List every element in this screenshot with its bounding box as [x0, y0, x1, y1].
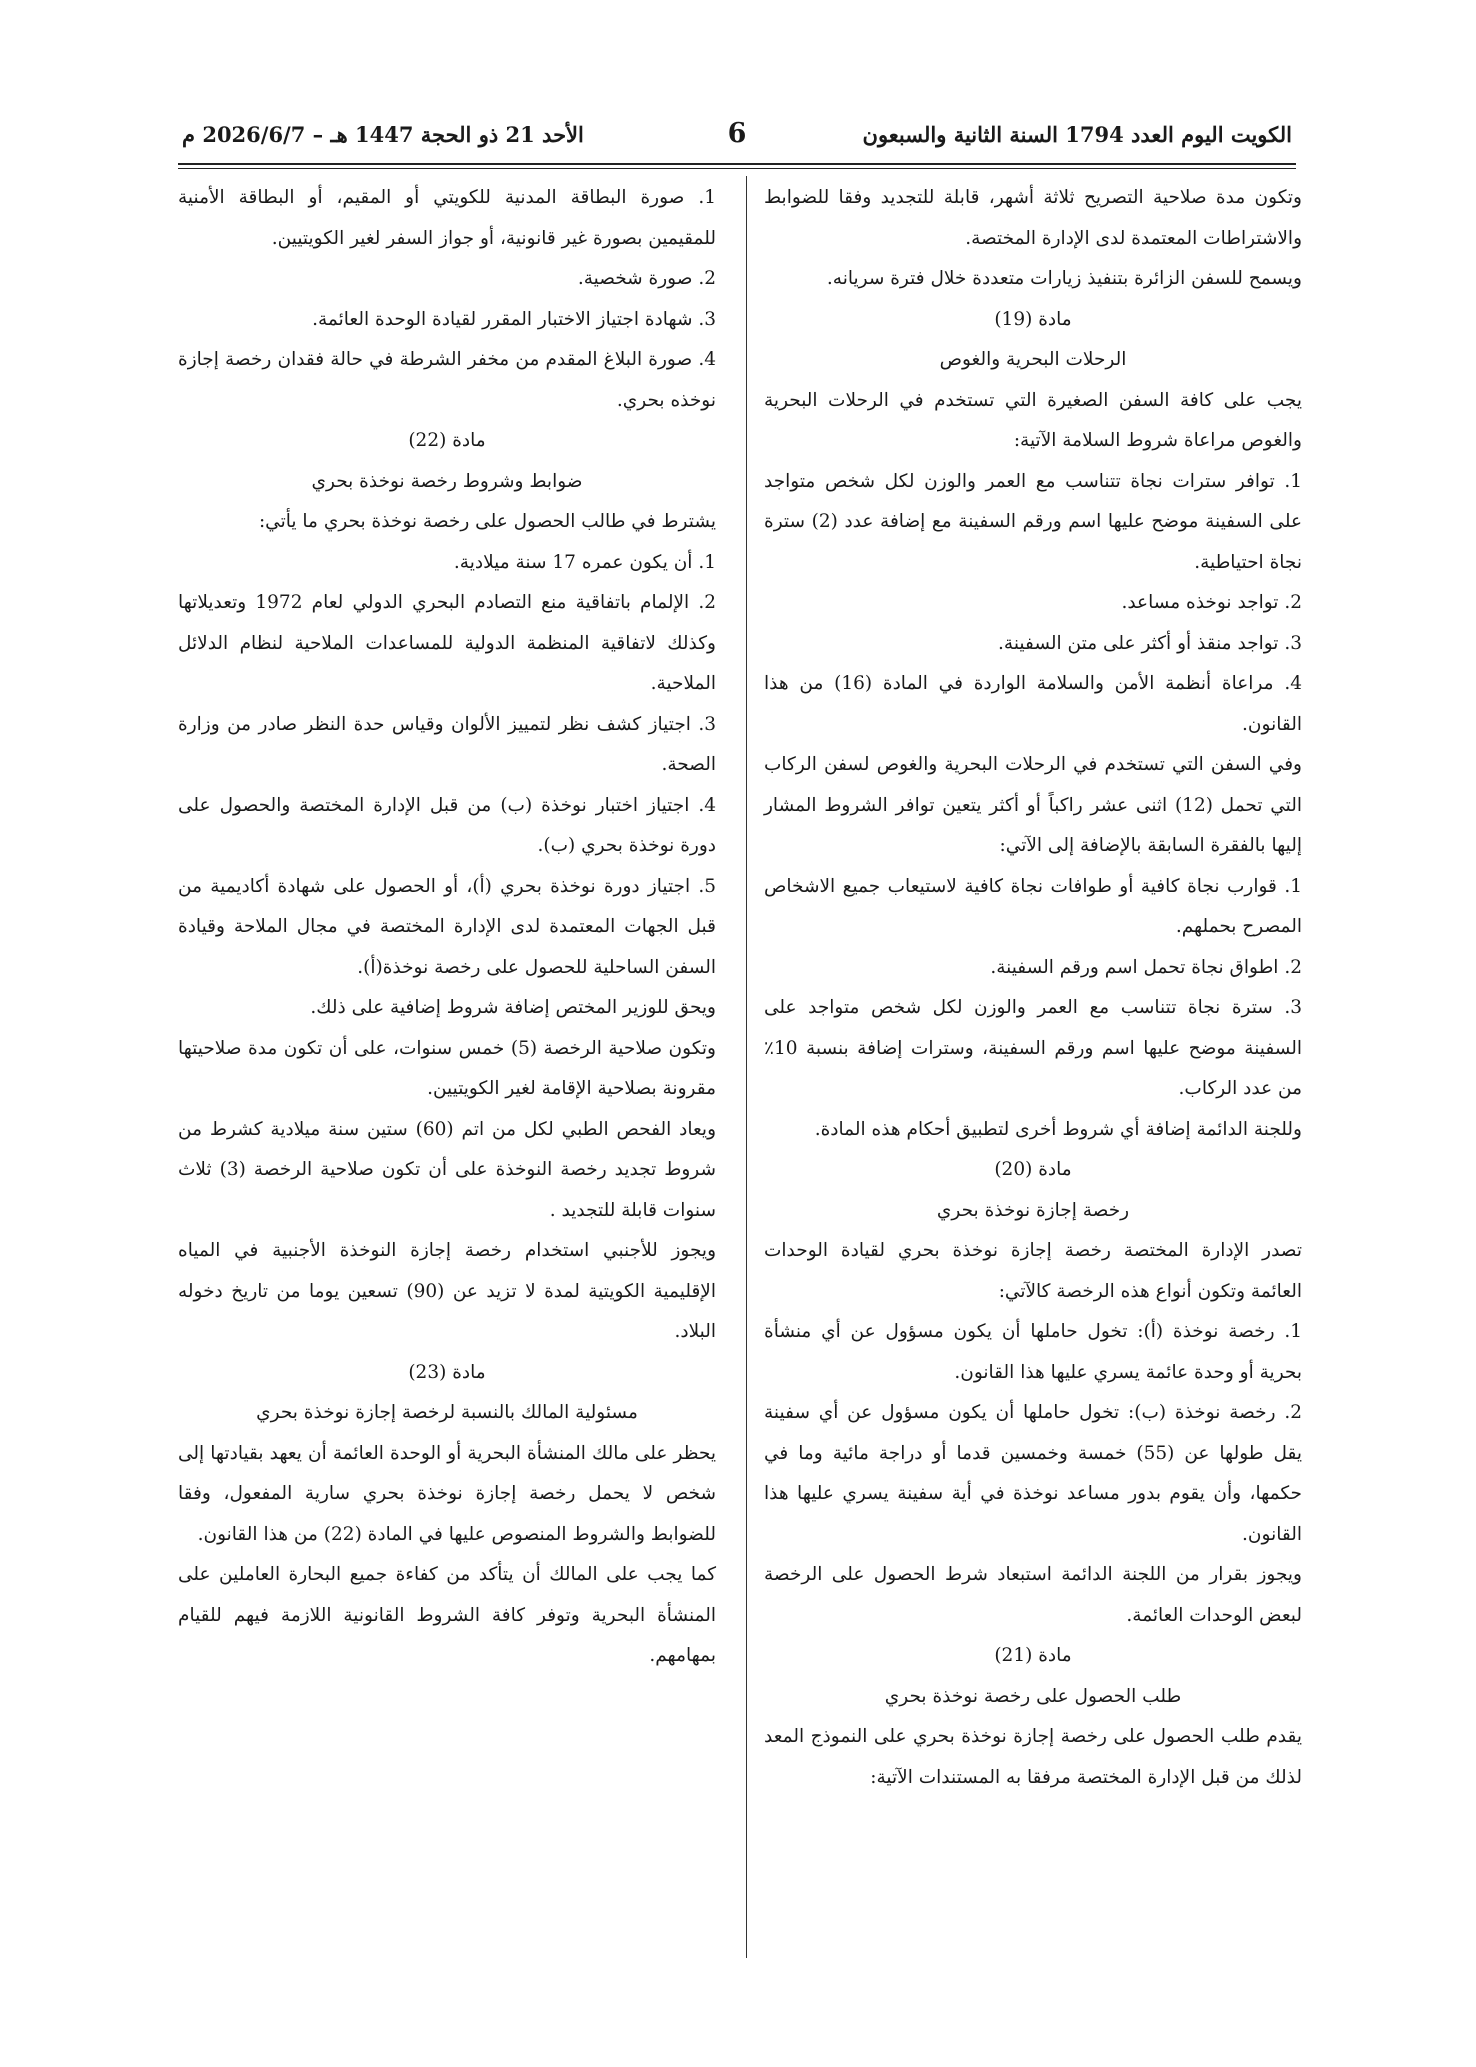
- paragraph: 3. سترة نجاة تتناسب مع العمر والوزن لكل شخص متواجد على السفينة موضح عليها اسم ورقم السفينة، وسترات إضافة بنسبة 10٪ من عدد الركاب.: [764, 997, 1302, 1099]
- article-title: الرحلات البحرية والغوص: [939, 349, 1127, 370]
- article-number: مادة (22): [408, 430, 486, 451]
- paragraph: 3. شهادة اجتياز الاختبار المقرر لقيادة الوحدة العائمة.: [312, 308, 716, 330]
- paragraph: 4. مراعاة أنظمة الأمن والسلامة الواردة في المادة (16) من هذا القانون.: [764, 673, 1302, 735]
- page-header: [178, 118, 1296, 158]
- paragraph: 1. توافر سترات نجاة تتناسب مع العمر والوزن لكل شخص متواجد على السفينة موضح عليها اسم ورقم السفينة مع إضافة عدد (2) سترة نجاة احتياطية.: [764, 470, 1302, 573]
- article-title: رخصة إجازة نوخذة بحري: [936, 1199, 1130, 1221]
- paragraph: يشترط في طالب الحصول على رخصة نوخذة بحري ما يأتي:: [258, 511, 716, 532]
- right-column: [764, 178, 1302, 1798]
- article-number: مادة (19): [994, 308, 1072, 330]
- paragraph: 1. قوارب نجاة كافية أو طوافات نجاة كافية لاستيعاب جميع الاشخاص المصرح بحملهم.: [764, 875, 1302, 937]
- article-title: ضوابط وشروط رخصة نوخذة بحري: [311, 470, 583, 492]
- paragraph: ويحق للوزير المختص إضافة شروط إضافية على ذلك.: [310, 997, 716, 1018]
- paragraph: يقدم طلب الحصول على رخصة إجازة نوخذة بحري على النموذج المعد لذلك من قبل الإدارة المختصة مرفقا به المستندات الآتية:: [764, 1726, 1302, 1788]
- paragraph: 2. تواجد نوخذه مساعد.: [1121, 592, 1302, 613]
- paragraph: 1. صورة البطاقة المدنية للكويتي أو المقيم، أو البطاقة الأمنية للمقيمين بصورة غير قانونية، أو جواز السفر لغير الكويتيين.: [178, 187, 716, 249]
- article-number: مادة (21): [994, 1645, 1072, 1666]
- paragraph: 2. الإلمام باتفاقية منع التصادم البحري الدولي لعام 1972 وتعديلاتها وكذلك لاتفاقية المنظمة الدولية للمساعدات الملاحية لنظام الدلائل الملاحية.: [178, 592, 716, 694]
- paragraph: ويعاد الفحص الطبي لكل من اتم (60) ستين سنة ميلادية كشرط من شروط تجديد رخصة النوخذة على أن تكون صلاحية الرخصة (3) ثلاث سنوات قابلة للتجديد .: [178, 1118, 717, 1221]
- column-divider: [746, 176, 747, 1958]
- paragraph: 2. رخصة نوخذة (ب): تخول حاملها أن يكون مسؤول عن أي سفينة يقل طولها عن (55) خمسة وخمسين قدما أو دراجة مائية وما في حكمها، وأن يقوم بدور مساعد نوخذة في أية سفينة يسري عليها هذا القانون.: [764, 1402, 1302, 1545]
- paragraph: 2. اطواق نجاة تحمل اسم ورقم السفينة.: [990, 956, 1302, 978]
- page-number: 6: [727, 118, 747, 149]
- article-number: مادة (23): [408, 1361, 486, 1383]
- header-date: الأحد 21 ذو الحجة 1447 هـ – 2026/6/7 م: [182, 122, 584, 147]
- header-rule: [178, 163, 1296, 165]
- article-title: مسئولية المالك بالنسبة لرخصة إجازة نوخذة بحري: [256, 1402, 638, 1423]
- paragraph: 5. اجتياز دورة نوخذة بحري (أ)، أو الحصول على شهادة أكاديمية من قبل الجهات المعتمدة لدى الإدارة المختصة في مجال الملاحة وقيادة السفن الساحلية للحصول على رخصة نوخذة(أ).: [178, 875, 716, 978]
- paragraph: ويجوز بقرار من اللجنة الدائمة استبعاد شرط الحصول على الرخصة لبعض الوحدات العائمة.: [764, 1564, 1302, 1626]
- header-rule-thin: [178, 168, 1296, 169]
- article-title: طلب الحصول على رخصة نوخذة بحري: [884, 1685, 1182, 1707]
- article-number: مادة (20): [994, 1159, 1072, 1180]
- paragraph: ويجوز للأجنبي استخدام رخصة إجازة النوخذة الأجنبية في المياه الإقليمية الكويتية لمدة لا تزيد عن (90) تسعين يوما من تاريخ دخوله البلاد.: [178, 1240, 716, 1342]
- paragraph: 2. صورة شخصية.: [577, 268, 716, 289]
- left-column: [178, 178, 716, 1677]
- paragraph: ويسمح للسفن الزائرة بتنفيذ زيارات متعددة خلال فترة سريانه.: [826, 268, 1302, 289]
- paragraph: وتكون مدة صلاحية التصريح ثلاثة أشهر، قابلة للتجديد وفقا للضوابط والاشتراطات المعتمدة لدى الإدارة المختصة.: [764, 187, 1302, 249]
- paragraph: 3. اجتياز كشف نظر لتمييز الألوان وقياس حدة النظر صادر من وزارة الصحة.: [178, 713, 716, 775]
- paragraph: وللجنة الدائمة إضافة أي شروط أخرى لتطبيق أحكام هذه المادة.: [814, 1118, 1302, 1140]
- paragraph: 4. صورة البلاغ المقدم من مخفر الشرطة في حالة فقدان رخصة إجازة نوخذه بحري.: [178, 349, 716, 411]
- paragraph: يحظر على مالك المنشأة البحرية أو الوحدة العائمة أن يعهد بقيادتها إلى شخص لا يحمل رخصة إجازة نوخذة بحري سارية المفعول، وفقا للضوابط والشروط المنصوص عليها في المادة (22) من هذا القانون.: [178, 1442, 716, 1545]
- paragraph: كما يجب على المالك أن يتأكد من كفاءة جميع البحارة العاملين على المنشأة البحرية وتوفر كافة الشروط القانونية اللازمة فيهم للقيام بمهامهم.: [178, 1564, 716, 1666]
- paragraph: تصدر الإدارة المختصة رخصة إجازة نوخذة بحري لقيادة الوحدات العائمة وتكون أنواع هذه الرخصة كالآتي:: [764, 1240, 1302, 1302]
- paragraph: 3. تواجد منقذ أو أكثر على متن السفينة.: [998, 632, 1302, 654]
- paragraph: وتكون صلاحية الرخصة (5) خمس سنوات، على أن تكون مدة صلاحيتها مقرونة بصلاحية الإقامة لغير الكويتيين.: [178, 1037, 716, 1099]
- paragraph: يجب على كافة السفن الصغيرة التي تستخدم في الرحلات البحرية والغوص مراعاة شروط السلامة الآتية:: [764, 389, 1302, 451]
- header-issue-info: الكويت اليوم العدد 1794 السنة الثانية والسبعون: [862, 122, 1292, 147]
- paragraph: وفي السفن التي تستخدم في الرحلات البحرية والغوص لسفن الركاب التي تحمل (12) اثنى عشر راكباً أو أكثر يتعين توافر الشروط المشار إليها بالفقرة السابقة بالإضافة إلى الآتي:: [764, 754, 1303, 856]
- paragraph: 4. اجتياز اختبار نوخذة (ب) من قبل الإدارة المختصة والحصول على دورة نوخذة بحري (ب).: [178, 794, 716, 856]
- paragraph: 1. رخصة نوخذة (أ): تخول حاملها أن يكون مسؤول عن أي منشأة بحرية أو وحدة عائمة يسري عليها هذا القانون.: [764, 1321, 1302, 1383]
- paragraph: 1. أن يكون عمره 17 سنة ميلادية.: [453, 551, 716, 573]
